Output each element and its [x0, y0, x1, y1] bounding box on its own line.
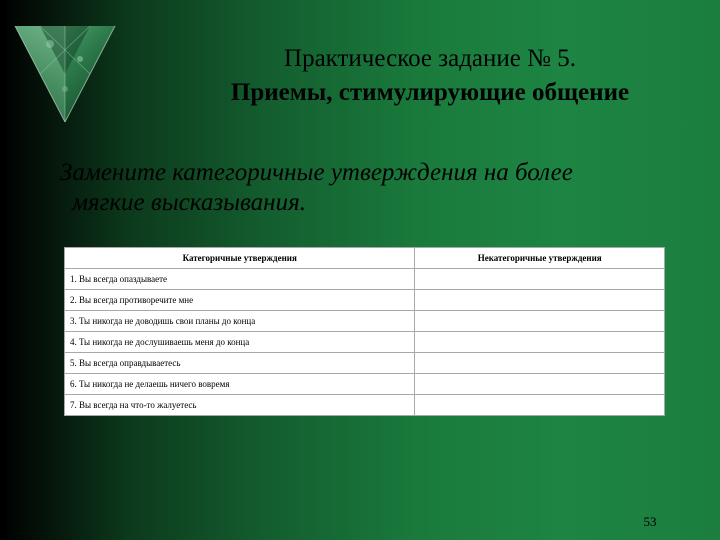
- table-row: [65, 311, 665, 332]
- categorical-statement: 7. Вы всегда на что-то жалуетесь: [65, 395, 415, 416]
- statements-table-wrapper: [64, 247, 665, 416]
- categorical-statement: 6. Ты никогда не делаешь ничего вовремя: [65, 374, 415, 395]
- categorical-statement: 5. Вы всегда оправдываетесь: [65, 353, 415, 374]
- header-non-categorical: Некатегоричные утверждения: [415, 248, 665, 269]
- instruction-line-2: мягкие высказывания.: [72, 189, 306, 216]
- title-line-2: Приемы, стимулирующие общение: [230, 79, 630, 106]
- page-number: 53: [643, 514, 657, 529]
- non-categorical-answer-cell[interactable]: [415, 311, 665, 332]
- table-header-row: [65, 248, 665, 269]
- table-row: [65, 374, 665, 395]
- non-categorical-answer-cell[interactable]: [415, 290, 665, 311]
- instruction-text: [60, 158, 700, 218]
- categorical-statement: 4. Ты никогда не дослушиваешь меня до конца: [65, 332, 415, 353]
- header-categorical: Категоричные утверждения: [65, 248, 415, 269]
- non-categorical-answer-cell[interactable]: [415, 332, 665, 353]
- green-marble-triangle-logo: [10, 14, 120, 124]
- statements-table: [64, 247, 665, 416]
- categorical-statement: 1. Вы всегда опаздываете: [65, 269, 415, 290]
- table-row: [65, 332, 665, 353]
- table-row: [65, 353, 665, 374]
- non-categorical-answer-cell[interactable]: [415, 374, 665, 395]
- categorical-statement: 2. Вы всегда противоречите мне: [65, 290, 415, 311]
- non-categorical-answer-cell[interactable]: [415, 395, 665, 416]
- non-categorical-answer-cell[interactable]: [415, 353, 665, 374]
- instruction-line-1: Замените категоричные утверждения на более: [60, 159, 573, 186]
- table-row: [65, 290, 665, 311]
- left-dark-strip: [0, 0, 6, 540]
- categorical-statement: 3. Ты никогда не доводишь свои планы до конца: [65, 311, 415, 332]
- title-line-1: Практическое задание № 5.: [284, 45, 576, 72]
- table-row: [65, 395, 665, 416]
- table-row: [65, 269, 665, 290]
- slide-title: [150, 44, 710, 108]
- non-categorical-answer-cell[interactable]: [415, 269, 665, 290]
